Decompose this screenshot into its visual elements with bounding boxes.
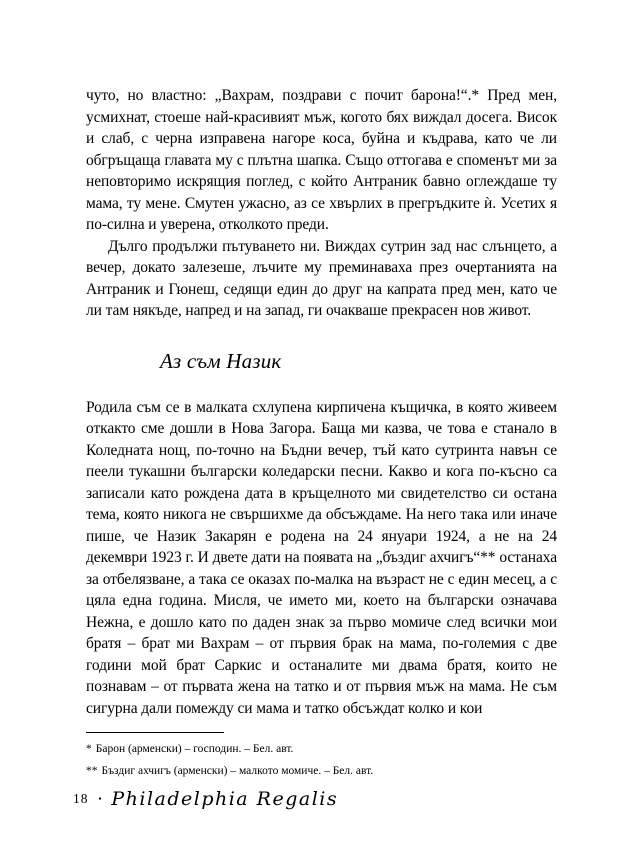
footnotes-block [86, 732, 557, 778]
paragraph: Дълго продължи пътуването ни. Виждах сутрин зад нас слънцето, а вечер, докато залезеше, лъчите му преминаваха през очертанията на Антраник и Гюнеш, седящи един до друг на капрата пред мен, като че ли там някъде, напред и на запад, ги очакваше прекрасен нов живот. [86, 237, 557, 319]
footnote-marker: ** [86, 765, 98, 777]
footnote [86, 742, 557, 756]
paragraph: чуто, но властно: „Вахрам, поздрави с почит барона!“.* Пред мен, усмихнат, стоеше най-красивият мъж, когото бях виждал досега. Висок и слаб, с черна изправена нагоре коса, буйна и къдрава, като че ли обгръщаща главата му с плътна шапка. Също оттогава е споменът ми за неповторимо искрящия поглед, с който Антраник бавно оглеждаше ту мама, ту мене. Смутен ужасно, аз се хвърлих в прегръдките ѝ. Усетих я по-силна и уверена, отколкото преди. [86, 87, 557, 233]
footnote-text: Барон (арменски) – господин. – Бел. авт. [95, 743, 294, 755]
paragraph: Родила съм се в малката схлупена кирпичена къщичка, в която живеем откакто сме дошли в Нова Загора. Баща ми казва, че това е станало в Коледната нощ, по-точно на Бъдни вечер, тъй като сутринта навън се пеели тукашни български коледарски песни. Какво и кога по-късно са записали като рождена дата в кръщелното ми свидетелство си остана тема, която никога не свършихме да обсъждаме. На него така или иначе пише, че Назик Закарян е родена на 24 януари 1924, а не на 24 декември 1923 г. И двете дати на появата на „бъздиг ахчигъ“** останаха за отбелязване, а така се оказах по-малка на възраст не с един месец, а с цяла една година. Мисля, че името ми, което на български означава Нежна, е дошло като по даден знак за първо момиче след всички мои братя – брат ми Вахрам – от първия брак на мама, по-големия с две години мой брат Саркис и останалите ми двама братя, които не познавам – от първата жена на татко и от първия мъж на мама. Не съм сигурна дали помежду си мама и татко обсъждат колко и кои [86, 398, 557, 717]
page-number: 18 [73, 791, 89, 806]
footnote-divider [86, 732, 224, 733]
footnote-marker: * [86, 743, 92, 755]
text-block [86, 85, 557, 786]
section-heading: Аз съм Назик [160, 348, 282, 373]
page-footer [73, 788, 338, 810]
running-title: Philadelphia Regalis [111, 788, 339, 810]
square-bullet-icon: ▪ [98, 794, 102, 803]
footnote-text: Бъздиг ахчигъ (арменски) – малкото момиче. – Бел. авт. [101, 765, 374, 777]
footnote [86, 764, 557, 778]
